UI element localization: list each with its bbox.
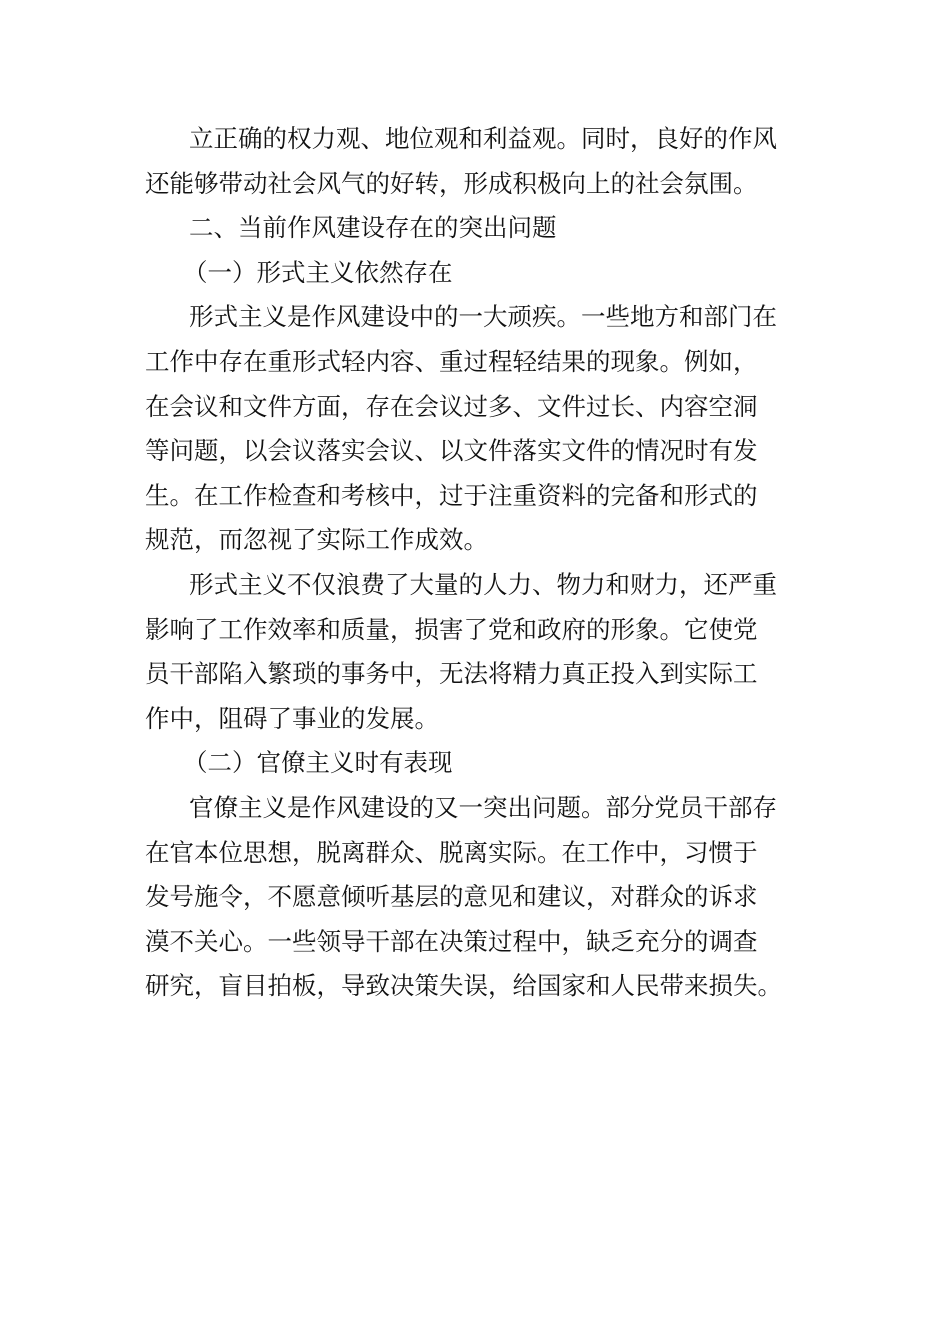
text-line: 影响了工作效率和质量，损害了党和政府的形象。它使党 — [145, 614, 758, 644]
text-line: 形式主义不仅浪费了大量的人力、物力和财力，还严重 — [189, 569, 777, 599]
paragraph-bureaucratism-description — [145, 786, 815, 1009]
heading-line: （一）形式主义依然存在 — [183, 257, 453, 287]
section-heading — [145, 206, 815, 251]
text-line: 立正确的权力观、地位观和利益观。同时，良好的作风 — [189, 124, 777, 153]
paragraph-formalism-impact — [145, 563, 815, 741]
text-line: 员干部陷入繁琐的事务中，无法将精力真正投入到实际工 — [145, 659, 758, 689]
text-line: 研究，盲目拍板，导致决策失误，给国家和人民带来损失。 — [145, 971, 782, 1001]
heading-line: （二）官僚主义时有表现 — [183, 748, 453, 778]
heading-line: 二、当前作风建设存在的突出问题 — [189, 213, 557, 243]
text-line: 生。在工作检查和考核中，过于注重资料的完备和形式的 — [145, 480, 758, 510]
text-line: 在官本位思想，脱离群众、脱离实际。在工作中，习惯于 — [145, 837, 758, 867]
text-line: 官僚主义是作风建设的又一突出问题。部分党员干部存 — [189, 792, 777, 822]
text-line: 在会议和文件方面，存在会议过多、文件过长、内容空洞 — [145, 391, 758, 421]
text-line: 作中，阻碍了事业的发展。 — [145, 703, 439, 733]
text-line: 形式主义是作风建设中的一大顽疾。一些地方和部门在 — [189, 302, 777, 332]
paragraph-continuation — [145, 117, 815, 206]
text-line: 等问题，以会议落实会议、以文件落实文件的情况时有发 — [145, 436, 758, 466]
subsection-heading-formalism — [145, 251, 815, 296]
text-line: 工作中存在重形式轻内容、重过程轻结果的现象。例如， — [145, 346, 758, 376]
document-page — [145, 117, 815, 1009]
text-line: 规范，而忽视了实际工作成效。 — [145, 525, 488, 555]
subsection-heading-bureaucratism — [145, 741, 815, 786]
text-line: 漠不关心。一些领导干部在决策过程中，缺乏充分的调查 — [145, 926, 758, 956]
text-line: 发号施令，不愿意倾听基层的意见和建议，对群众的诉求 — [145, 882, 758, 912]
paragraph-formalism-description — [145, 295, 815, 563]
text-line: 还能够带动社会风气的好转，形成积极向上的社会氛围。 — [145, 168, 758, 198]
